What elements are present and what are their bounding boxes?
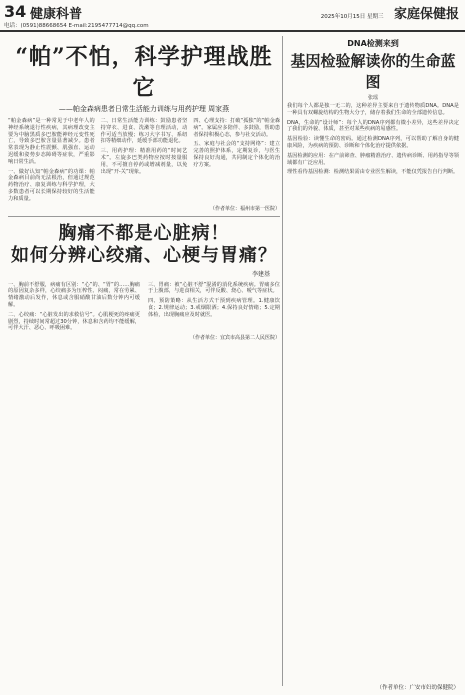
paragraph: 一、做好认知“帕金森病”的功课：帕金森病目前尚无法根治，但通过规范药物治疗、康复训练与科学护理，大多数患者可以长期保持较好的生活能力和质量。 xyxy=(8,168,95,202)
article3-kicker: DNA检测来到 xyxy=(347,39,399,48)
article1-col2 xyxy=(101,118,188,203)
article2-title-line1: 胸痛不都是心脏病！ xyxy=(58,222,230,244)
paper-title xyxy=(321,3,459,22)
paragraph: 二、心绞痛：“心脏发出的求救信号”。心肌梗死的疼痛更剧烈，持续时间常超过30分钟，休息和含药均不能缓解，可伴大汗、恶心、呼吸困难。 xyxy=(8,311,140,332)
article2-col2 xyxy=(148,282,280,333)
section-title: 健康科普 xyxy=(30,7,83,22)
article2-title-line2: 如何分辨心绞痛、心梗与胃痛？ xyxy=(11,244,277,266)
paragraph: 理性看待基因检测：检测结果需由专业医生解读，不能仅凭报告自行判断。 xyxy=(287,169,459,176)
article3-body xyxy=(287,103,459,176)
masthead xyxy=(0,0,465,36)
paragraph: 二、日常生活能力训练：鼓励患者坚持穿衣、进食、洗漱等自理活动，动作可适当放慢；练习大字书写、系纽扣等精细动作，延缓手部功能退化。 xyxy=(100,118,188,145)
paragraph: 四、心理支持：打破“孤独”的“帕金森病”。家属应多陪伴、多鼓励，帮助患者保持积极心态，参与社交活动。 xyxy=(193,118,281,138)
paragraph: 五、家庭与社会的“支持网络”：建立完善的照护体系，定期复诊，与医生保持良好沟通，共同制定个体化的治疗方案。 xyxy=(193,141,281,168)
paragraph: 我们每个人都是独一无二的，这种差异主要来自于遗传物质DNA。DNA是一种具有双螺旋结构的生物大分子，储存着我们生命的全部遗传信息。 xyxy=(287,103,459,116)
article2-credit: （作者单位：宜宾市高县第二人民医院） xyxy=(189,335,280,342)
paragraph: “帕金森病”是一种常见于中老年人的神经系统退行性疾病，其病理改变主要为中脑黑质多巴胺能神经元变性死亡，导致多巴胺含量显著减少。患者常表现为静止性震颤、肌强直、运动迟缓和姿势步态障碍等症状，严重影响日常生活。 xyxy=(8,118,95,165)
article1-col3 xyxy=(193,118,280,203)
paragraph: 一、胸前不舒服，病痛有区别：“心”的、“胃”的……胸痛的原因复杂多样，心绞痛多为压榨性、闷痛，常在劳累、情绪激动后发作，休息或含服硝酸甘油后数分钟内可缓解。 xyxy=(8,281,140,308)
article2-body xyxy=(8,282,280,333)
article3-author: 张瑶 xyxy=(367,95,378,101)
article1-subtitle: ——帕金森病患者日常生活能力训练与用药护理 周家燕 xyxy=(58,105,230,113)
article1-credit: （作者单位：福州市第一医院） xyxy=(209,205,280,212)
left-column xyxy=(8,38,280,341)
paragraph: 三、胃痛：被“心脏不舒”混淆的消化系统疾病。胃痛多位于上腹部，与进食相关，可伴反酸、烧心、嗳气等症状。 xyxy=(148,281,280,295)
paragraph: 基因检测的应用：在产前筛查、肿瘤精准治疗、遗传病诊断、用药指导等领域都有广泛应用。 xyxy=(287,152,459,166)
contact-info: 电话：(0591)88668654 E-mail:2195477714@qq.com xyxy=(4,23,149,29)
article1-body xyxy=(8,118,280,203)
right-column xyxy=(287,38,459,179)
article3-footer: （作者单位：广安市妇幼保健院） xyxy=(376,685,459,691)
article2-col1 xyxy=(8,282,140,333)
paragraph: 三、用药护理：精准用药的“时间艺术”。左旋多巴类药物应按时按量服用，不可擅自停药或增减剂量，以免出现“开-关”现象。 xyxy=(100,148,188,175)
date-line: 2025年10月15日 星期三 xyxy=(320,14,384,20)
paragraph: 基因检验：读懂生命的密码。通过检测DNA序列，可以帮助了解自身的健康风险，为疾病的预防、诊断和个体化治疗提供依据。 xyxy=(287,136,459,149)
article2-author: 李建基 xyxy=(251,270,270,278)
article1-title: “帕”不怕，科学护理战胜它 xyxy=(15,44,273,101)
paragraph: DNA，生命的“设计师”：每个人的DNA序列都有微小差异，这些差异决定了我们的外貌、体质，甚至对某些疾病的易感性。 xyxy=(287,119,459,133)
article3-title: 基因检验解读你的生命蓝图 xyxy=(290,52,456,91)
paragraph: 四、预防策略：从生活方式干预到疾病管理。1.健康饮食；2.规律运动；3.戒烟限酒；4.保持良好情绪；5.定期体检，出现胸痛应及时就医。 xyxy=(148,298,280,318)
paper-name: 家庭保健报 xyxy=(393,7,459,22)
masthead-rule xyxy=(0,30,465,32)
page-number: 34 xyxy=(4,2,27,21)
article1-col1 xyxy=(8,118,95,203)
column-divider xyxy=(282,36,283,686)
section-divider xyxy=(8,216,280,217)
